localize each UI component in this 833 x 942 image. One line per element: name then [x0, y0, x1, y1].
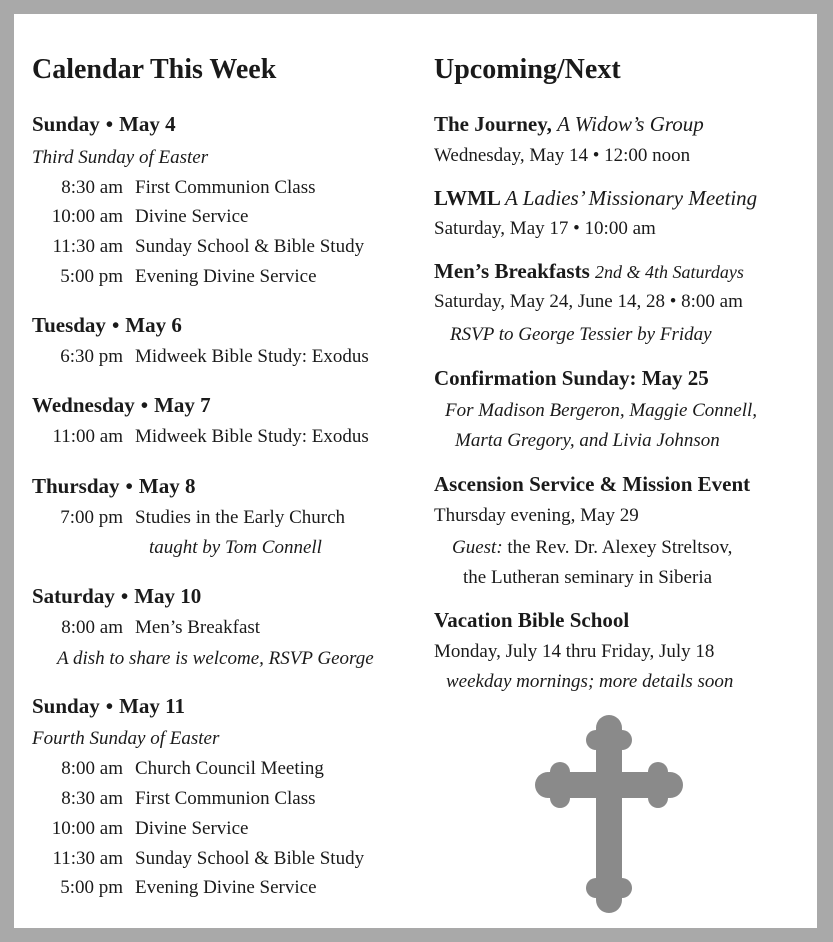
- event-note: taught by Tom Connell: [149, 537, 322, 558]
- event-label: Church Council Meeting: [135, 758, 324, 779]
- item-title-text: LWML: [434, 186, 500, 210]
- event-note: A dish to share is welcome, RSVP George: [57, 648, 374, 669]
- item-title-italic: 2nd & 4th Saturdays: [595, 262, 744, 282]
- event-label: Sunday School & Bible Study: [135, 236, 365, 257]
- item-title-italic: A Widow’s Group: [557, 112, 704, 136]
- day-date: May 4: [119, 112, 176, 136]
- event-time: 5:00 pm: [60, 877, 123, 898]
- event-time: 10:00 am: [51, 206, 123, 227]
- event-row: [32, 507, 346, 529]
- day-name: Thursday: [32, 474, 120, 498]
- item-title: [434, 186, 757, 211]
- guest-text: the Rev. Dr. Alexey Streltsov,: [507, 537, 733, 558]
- event-row: [32, 266, 317, 288]
- item-line: Saturday, May 17 • 10:00 am: [434, 218, 656, 239]
- item-title: [434, 259, 744, 284]
- item-title-text: Men’s Breakfasts: [434, 259, 590, 283]
- day-name: Tuesday: [32, 313, 106, 337]
- item-note: RSVP to George Tessier by Friday: [450, 324, 712, 345]
- item-title-text: The Journey,: [434, 112, 552, 136]
- cross-icon-graphic: [534, 714, 684, 914]
- event-label: First Communion Class: [135, 788, 316, 809]
- item-title-text: Confirmation Sunday: May 25: [434, 366, 709, 390]
- event-row: [32, 346, 369, 368]
- bullet: •: [120, 584, 129, 608]
- upcoming-heading: Upcoming/Next: [434, 54, 621, 85]
- event-label: Sunday School & Bible Study: [135, 848, 365, 869]
- item-note: Marta Gregory, and Livia Johnson: [455, 430, 720, 451]
- event-row: [32, 177, 316, 199]
- event-label: Studies in the Early Church: [135, 507, 346, 528]
- event-time: 10:00 am: [51, 818, 123, 839]
- item-title: [434, 608, 629, 633]
- cross-icon: [534, 714, 684, 919]
- bulletin-page: [14, 14, 817, 928]
- event-time: 8:30 am: [61, 788, 123, 809]
- day-heading: [32, 584, 201, 609]
- day-subtitle: Fourth Sunday of Easter: [32, 728, 220, 749]
- bullet: •: [125, 474, 133, 498]
- event-label: Men’s Breakfast: [135, 617, 261, 638]
- event-label: Midweek Bible Study: Exodus: [135, 346, 369, 367]
- bullet: •: [111, 313, 120, 337]
- event-row: [32, 818, 249, 840]
- bullet: •: [105, 694, 114, 718]
- calendar-heading: Calendar This Week: [32, 54, 277, 85]
- day-subtitle: Third Sunday of Easter: [32, 147, 209, 168]
- item-title-italic: A Ladies’ Missionary Meeting: [505, 186, 758, 210]
- item-note: weekday mornings; more details soon: [446, 671, 734, 692]
- day-name: Sunday: [32, 694, 100, 718]
- item-title: [434, 112, 704, 137]
- guest-label: Guest:: [452, 537, 503, 558]
- day-heading: [32, 694, 185, 719]
- day-date: May 8: [138, 474, 196, 498]
- event-row: [32, 848, 365, 870]
- item-line: Thursday evening, May 29: [434, 505, 639, 526]
- item-line: Wednesday, May 14 • 12:00 noon: [434, 145, 691, 166]
- event-row: [32, 758, 324, 780]
- event-label: Divine Service: [135, 206, 249, 227]
- day-heading: [32, 112, 176, 137]
- day-date: May 6: [125, 313, 182, 337]
- day-name: Wednesday: [32, 393, 135, 417]
- item-title-text: Vacation Bible School: [434, 608, 630, 632]
- event-time: 5:00 pm: [60, 266, 123, 287]
- event-label: Evening Divine Service: [135, 266, 317, 287]
- guest-line-2: the Lutheran seminary in Siberia: [463, 567, 713, 588]
- event-time: 11:00 am: [52, 426, 123, 447]
- event-row: [32, 877, 317, 899]
- item-title-text: Ascension Service & Mission Event: [434, 472, 751, 496]
- bullet: •: [140, 393, 149, 417]
- day-date: May 10: [134, 584, 202, 608]
- event-time: 8:30 am: [61, 177, 123, 198]
- day-date: May 11: [119, 694, 185, 718]
- day-heading: [32, 393, 211, 418]
- event-row: [32, 206, 249, 228]
- event-label: Evening Divine Service: [135, 877, 317, 898]
- event-row: [32, 617, 261, 639]
- event-label: Midweek Bible Study: Exodus: [135, 426, 369, 447]
- event-row: [32, 236, 365, 258]
- event-time: 7:00 pm: [60, 507, 123, 528]
- day-name: Saturday: [32, 584, 115, 608]
- item-line: Monday, July 14 thru Friday, July 18: [434, 641, 715, 662]
- event-label: Divine Service: [135, 818, 249, 839]
- event-time: 8:00 am: [61, 758, 123, 779]
- item-title: [434, 472, 750, 497]
- item-line: Saturday, May 24, June 14, 28 • 8:00 am: [434, 291, 743, 312]
- item-note: For Madison Bergeron, Maggie Connell,: [445, 400, 758, 421]
- item-title: [434, 366, 709, 391]
- day-heading: [32, 313, 182, 338]
- bullet: •: [105, 112, 114, 136]
- day-heading: [32, 474, 195, 499]
- guest-line: [452, 537, 732, 559]
- day-name: Sunday: [32, 112, 100, 136]
- day-date: May 7: [154, 393, 211, 417]
- event-time: 11:30 am: [52, 848, 123, 869]
- event-row: [32, 426, 369, 448]
- event-time: 11:30 am: [52, 236, 123, 257]
- event-time: 6:30 pm: [60, 346, 123, 367]
- event-row: [32, 788, 316, 810]
- event-time: 8:00 am: [61, 617, 123, 638]
- event-label: First Communion Class: [135, 177, 316, 198]
